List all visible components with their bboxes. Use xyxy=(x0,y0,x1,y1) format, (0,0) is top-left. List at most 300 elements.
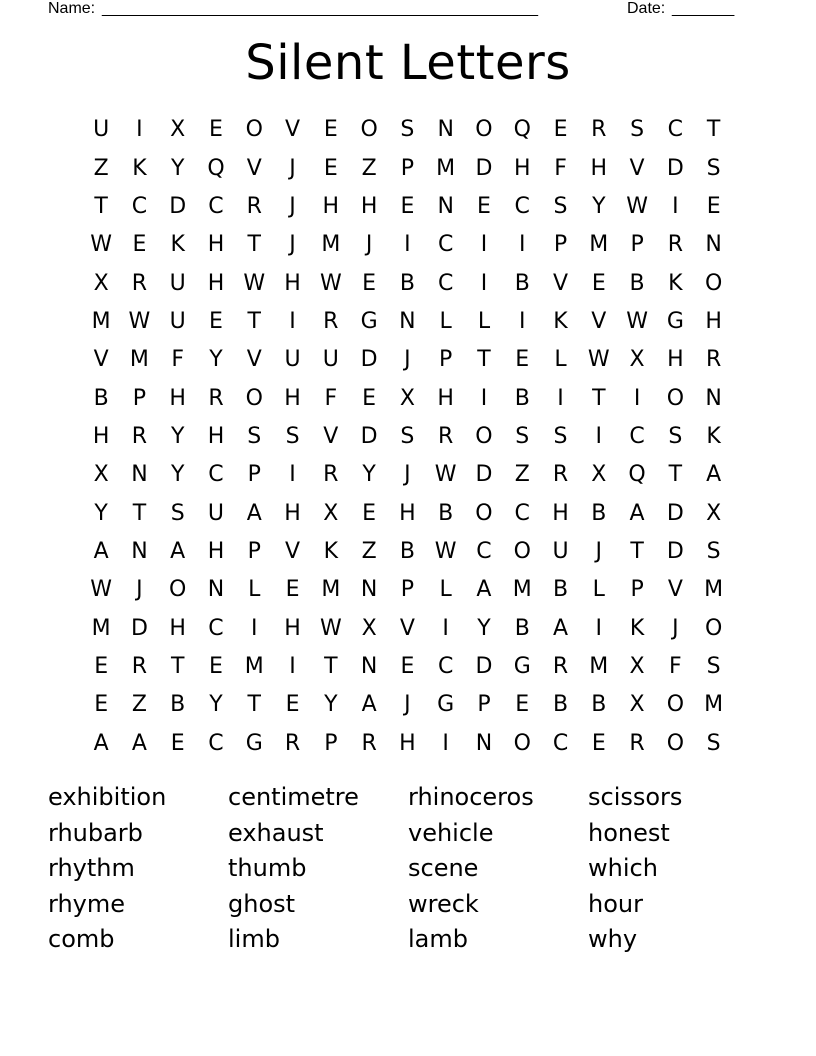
grid-letter[interactable]: K xyxy=(170,232,185,258)
grid-letter[interactable]: I xyxy=(404,232,411,258)
grid-letter[interactable]: E xyxy=(515,347,530,373)
grid-letter[interactable]: E xyxy=(132,232,147,258)
grid-letter[interactable]: X xyxy=(591,462,607,488)
grid-letter[interactable]: Y xyxy=(209,347,223,373)
grid-letter[interactable]: O xyxy=(666,385,685,411)
grid-letter[interactable]: E xyxy=(285,577,300,603)
grid-letter[interactable]: L xyxy=(477,308,491,334)
grid-letter[interactable]: A xyxy=(131,730,147,756)
date-field[interactable]: _______ xyxy=(672,0,735,17)
grid-letter[interactable]: I xyxy=(289,653,296,679)
grid-letter[interactable]: X xyxy=(629,347,645,373)
grid-letter[interactable]: O xyxy=(513,538,531,564)
grid-letter[interactable]: H xyxy=(284,270,301,296)
grid-letter[interactable]: V xyxy=(246,347,262,373)
grid-letter[interactable]: A xyxy=(706,462,722,488)
grid-letter[interactable]: J xyxy=(289,155,296,181)
grid-letter[interactable]: X xyxy=(361,615,377,641)
grid-letter[interactable]: W xyxy=(128,308,151,334)
grid-letter[interactable]: A xyxy=(170,538,186,564)
grid-letter[interactable]: X xyxy=(629,653,645,679)
grid-letter[interactable]: V xyxy=(246,155,262,181)
grid-letter[interactable]: J xyxy=(595,538,603,564)
grid-letter[interactable]: G xyxy=(245,730,263,756)
grid-letter[interactable]: O xyxy=(475,117,493,143)
grid-letter[interactable]: H xyxy=(169,615,186,641)
grid-letter[interactable]: S xyxy=(515,423,530,449)
grid-letter[interactable]: A xyxy=(629,500,645,526)
grid-letter[interactable]: O xyxy=(704,615,723,641)
grid-letter[interactable]: X xyxy=(93,270,109,296)
grid-letter[interactable]: U xyxy=(552,538,569,564)
grid-letter[interactable]: O xyxy=(666,730,685,756)
grid-letter[interactable]: P xyxy=(477,692,491,718)
grid-letter[interactable]: O xyxy=(245,117,263,143)
grid-letter[interactable]: M xyxy=(129,347,149,373)
grid-letter[interactable]: E xyxy=(362,500,377,526)
grid-letter[interactable]: Y xyxy=(592,193,606,219)
grid-letter[interactable]: C xyxy=(437,270,454,296)
grid-letter[interactable]: C xyxy=(437,653,454,679)
grid-letter[interactable]: E xyxy=(94,692,109,718)
grid-letter[interactable]: X xyxy=(93,462,109,488)
grid-letter[interactable]: Y xyxy=(477,615,491,641)
grid-letter[interactable]: S xyxy=(706,538,721,564)
grid-letter[interactable]: R xyxy=(131,270,148,296)
grid-letter[interactable]: N xyxy=(360,653,378,679)
grid-letter[interactable]: K xyxy=(668,270,683,296)
grid-row xyxy=(82,609,733,647)
grid-letter[interactable]: C xyxy=(514,500,530,526)
word-list-item: which xyxy=(588,854,658,882)
grid-letter[interactable]: B xyxy=(629,270,645,296)
grid-letter[interactable]: E xyxy=(400,653,415,679)
grid-letter[interactable]: H xyxy=(207,423,225,449)
grid-letter[interactable]: D xyxy=(666,155,684,181)
grid-letter[interactable]: E xyxy=(477,193,491,219)
grid-letter[interactable]: I xyxy=(672,193,679,219)
grid-letter[interactable]: L xyxy=(439,308,452,334)
grid-letter[interactable]: B xyxy=(591,692,607,718)
grid-letter[interactable]: A xyxy=(93,538,109,564)
grid-letter[interactable]: G xyxy=(360,308,378,334)
grid-letter[interactable]: O xyxy=(169,577,187,603)
grid-letter[interactable]: H xyxy=(92,423,110,449)
grid-letter[interactable]: O xyxy=(666,692,685,718)
grid-letter[interactable]: I xyxy=(136,117,143,143)
grid-letter[interactable]: C xyxy=(131,193,148,219)
grid-letter[interactable]: I xyxy=(480,270,488,296)
grid-letter[interactable]: A xyxy=(476,577,492,603)
grid-row xyxy=(82,379,733,417)
grid-letter[interactable]: S xyxy=(170,500,185,526)
grid-letter[interactable]: H xyxy=(437,385,454,411)
grid-letter[interactable]: T xyxy=(668,462,683,488)
grid-letter[interactable]: U xyxy=(93,117,110,143)
grid-letter[interactable]: N xyxy=(705,232,722,258)
grid-letter[interactable]: I xyxy=(518,232,526,258)
grid-letter[interactable]: H xyxy=(667,347,684,373)
grid-letter[interactable]: A xyxy=(93,730,109,756)
grid-letter[interactable]: I xyxy=(557,385,564,411)
word-list-item: honest xyxy=(588,818,670,847)
grid-letter[interactable]: H xyxy=(322,193,340,219)
grid-letter[interactable]: E xyxy=(323,155,338,181)
grid-letter[interactable]: C xyxy=(208,462,224,488)
grid-letter[interactable]: E xyxy=(209,117,223,143)
grid-letter[interactable]: C xyxy=(514,193,530,219)
grid-letter[interactable]: C xyxy=(208,615,224,641)
grid-letter[interactable]: G xyxy=(437,692,455,718)
grid-letter[interactable]: H xyxy=(207,270,225,296)
grid-letter[interactable]: O xyxy=(360,117,378,143)
grid-letter[interactable]: E xyxy=(362,385,377,411)
grid-letter[interactable]: I xyxy=(595,423,603,449)
grid-letter[interactable]: X xyxy=(629,692,645,718)
grid-letter[interactable]: Z xyxy=(361,155,377,181)
grid-letter[interactable]: T xyxy=(247,232,261,258)
grid-letter[interactable]: V xyxy=(667,577,683,603)
grid-letter[interactable]: H xyxy=(207,538,225,564)
grid-letter[interactable]: D xyxy=(666,538,684,564)
grid-letter[interactable]: N xyxy=(207,577,225,603)
grid-letter[interactable]: W xyxy=(90,577,113,603)
grid-letter[interactable]: A xyxy=(552,615,569,641)
grid-letter[interactable]: R xyxy=(246,193,262,219)
grid-letter[interactable]: H xyxy=(169,385,186,411)
grid-letter[interactable]: V xyxy=(285,117,301,143)
grid-letter[interactable]: B xyxy=(591,500,607,526)
grid-letter[interactable]: Y xyxy=(170,155,185,181)
grid-letter[interactable]: E xyxy=(170,730,185,756)
grid-letter[interactable]: W xyxy=(90,232,113,258)
grid-letter[interactable]: N xyxy=(131,538,148,564)
grid-letter[interactable]: N xyxy=(399,308,416,334)
grid-letter[interactable]: E xyxy=(362,270,377,296)
grid-letter[interactable]: W xyxy=(626,308,648,334)
grid-letter[interactable]: E xyxy=(209,653,223,679)
grid-letter[interactable]: V xyxy=(591,308,607,334)
grid-letter[interactable]: P xyxy=(247,538,261,564)
grid-letter[interactable]: P xyxy=(439,347,453,373)
grid-letter[interactable]: D xyxy=(475,462,493,488)
grid-letter[interactable]: Z xyxy=(93,155,109,181)
grid-letter[interactable]: M xyxy=(589,232,609,258)
grid-letter[interactable]: H xyxy=(399,730,416,756)
grid-letter[interactable]: M xyxy=(512,577,532,603)
grid-letter[interactable]: S xyxy=(630,117,645,143)
grid-letter[interactable]: U xyxy=(322,347,339,373)
grid-letter[interactable]: F xyxy=(171,347,185,373)
grid-letter[interactable]: H xyxy=(705,308,722,334)
grid-letter[interactable]: D xyxy=(130,615,148,641)
grid-letter[interactable]: S xyxy=(706,730,721,756)
grid-letter[interactable]: W xyxy=(434,538,457,564)
grid-letter[interactable]: B xyxy=(399,538,415,564)
name-field[interactable]: _________________________________________________ xyxy=(102,0,539,17)
grid-letter[interactable]: L xyxy=(248,577,261,603)
word-list-item: scene xyxy=(408,854,479,882)
grid-letter[interactable]: B xyxy=(552,577,569,603)
grid-letter[interactable]: I xyxy=(442,615,449,641)
grid-letter[interactable]: H xyxy=(284,500,301,526)
grid-letter[interactable]: Y xyxy=(209,692,223,718)
grid-letter[interactable]: D xyxy=(360,423,378,449)
grid-row xyxy=(82,264,733,302)
grid-letter[interactable]: R xyxy=(591,117,607,143)
grid-letter[interactable]: A xyxy=(361,692,377,718)
grid-letter[interactable]: D xyxy=(475,155,493,181)
grid-letter[interactable]: U xyxy=(284,347,301,373)
grid-letter[interactable]: X xyxy=(323,500,339,526)
grid-letter[interactable]: U xyxy=(169,308,186,334)
grid-letter[interactable]: P xyxy=(324,730,338,756)
grid-letter[interactable]: D xyxy=(169,193,187,219)
grid-letter[interactable]: S xyxy=(400,423,415,449)
grid-letter[interactable]: Y xyxy=(94,500,108,526)
grid-letter[interactable]: Q xyxy=(628,462,646,488)
grid-letter[interactable]: F xyxy=(554,155,567,181)
grid-letter[interactable]: H xyxy=(207,232,225,258)
grid-letter[interactable]: M xyxy=(91,615,111,641)
grid-letter[interactable]: V xyxy=(323,423,339,449)
grid-letter[interactable]: J xyxy=(136,577,143,603)
grid-letter[interactable]: O xyxy=(704,270,723,296)
grid-letter[interactable]: O xyxy=(245,385,263,411)
grid-letter[interactable]: R xyxy=(667,232,683,258)
grid-letter[interactable]: Z xyxy=(514,462,530,488)
grid-letter[interactable]: P xyxy=(132,385,147,411)
grid-letter[interactable]: K xyxy=(629,615,645,641)
grid-letter[interactable]: R xyxy=(284,730,301,756)
grid-letter[interactable]: K xyxy=(323,538,339,564)
grid-letter[interactable]: H xyxy=(399,500,416,526)
grid-letter[interactable]: T xyxy=(630,538,644,564)
page-title: Silent Letters xyxy=(245,35,571,91)
grid-letter[interactable]: T xyxy=(170,653,185,679)
grid-letter[interactable]: T xyxy=(247,692,261,718)
grid-letter[interactable]: N xyxy=(437,193,454,219)
grid-letter[interactable]: T xyxy=(477,347,491,373)
grid-letter[interactable]: S xyxy=(553,193,568,219)
grid-letter[interactable]: F xyxy=(324,385,338,411)
grid-letter[interactable]: X xyxy=(170,117,186,143)
grid-letter[interactable]: S xyxy=(400,117,415,143)
grid-letter[interactable]: E xyxy=(553,117,568,143)
grid-letter[interactable]: M xyxy=(244,653,264,679)
grid-letter[interactable]: I xyxy=(633,385,641,411)
grid-letter[interactable]: K xyxy=(553,308,568,334)
grid-letter[interactable]: J xyxy=(672,615,679,641)
grid-letter[interactable]: R xyxy=(552,462,569,488)
grid-letter[interactable]: Q xyxy=(207,155,225,181)
grid-letter[interactable]: S xyxy=(668,423,683,449)
grid-letter[interactable]: L xyxy=(554,347,567,373)
grid-letter[interactable]: B xyxy=(552,692,569,718)
grid-letter[interactable]: P xyxy=(400,577,415,603)
grid-letter[interactable]: B xyxy=(399,270,415,296)
grid-letter[interactable]: M xyxy=(704,577,724,603)
grid-letter[interactable]: J xyxy=(404,692,411,718)
grid-letter[interactable]: J xyxy=(365,232,373,258)
grid-letter[interactable]: S xyxy=(706,155,721,181)
grid-letter[interactable]: R xyxy=(438,423,454,449)
grid-letter[interactable]: V xyxy=(285,538,301,564)
grid-letter[interactable]: C xyxy=(476,538,492,564)
grid-letter[interactable]: V xyxy=(552,270,569,296)
grid-letter[interactable]: T xyxy=(324,653,338,679)
grid-letter[interactable]: B xyxy=(514,385,530,411)
grid-letter[interactable]: W xyxy=(434,462,457,488)
grid-letter[interactable]: B xyxy=(93,385,109,411)
grid-letter[interactable]: M xyxy=(91,308,111,334)
grid-letter[interactable]: I xyxy=(595,615,603,641)
grid-letter[interactable]: I xyxy=(289,462,296,488)
grid-letter[interactable]: W xyxy=(626,193,648,219)
grid-letter[interactable]: N xyxy=(475,730,493,756)
grid-letter[interactable]: H xyxy=(284,615,301,641)
word-list-item: lamb xyxy=(408,925,468,953)
grid-letter[interactable]: G xyxy=(513,653,531,679)
grid-letter[interactable]: R xyxy=(629,730,645,756)
grid-letter[interactable]: R xyxy=(323,462,339,488)
grid-letter[interactable]: G xyxy=(666,308,684,334)
grid-letter[interactable]: O xyxy=(475,423,493,449)
grid-letter[interactable]: R xyxy=(208,385,224,411)
grid-letter[interactable]: H xyxy=(284,385,301,411)
grid-letter[interactable]: T xyxy=(94,193,108,219)
grid-letter[interactable]: V xyxy=(399,615,415,641)
grid-letter[interactable]: P xyxy=(553,232,568,258)
grid-letter[interactable]: C xyxy=(552,730,569,756)
grid-letter[interactable]: U xyxy=(207,500,225,526)
grid-letter[interactable]: J xyxy=(404,462,411,488)
grid-letter[interactable]: N xyxy=(705,385,722,411)
grid-letter[interactable]: W xyxy=(587,347,610,373)
grid-letter[interactable]: R xyxy=(131,423,148,449)
grid-letter[interactable]: H xyxy=(590,155,608,181)
grid-letter[interactable]: S xyxy=(285,423,300,449)
grid-letter[interactable]: E xyxy=(94,653,109,679)
grid-letter[interactable]: X xyxy=(399,385,415,411)
grid-letter[interactable]: T xyxy=(247,308,261,334)
grid-letter[interactable]: I xyxy=(289,308,296,334)
grid-letter[interactable]: S xyxy=(553,423,568,449)
grid-letter[interactable]: B xyxy=(170,692,186,718)
grid-letter[interactable]: N xyxy=(437,117,454,143)
grid-letter[interactable]: D xyxy=(360,347,378,373)
grid-letter[interactable]: E xyxy=(591,730,606,756)
grid-letter[interactable]: P xyxy=(630,232,644,258)
grid-letter[interactable]: C xyxy=(208,193,224,219)
grid-letter[interactable]: I xyxy=(480,385,488,411)
grid-letter[interactable]: D xyxy=(475,653,493,679)
grid-letter[interactable]: I xyxy=(442,730,449,756)
grid-letter[interactable]: M xyxy=(321,232,341,258)
grid-letter[interactable]: C xyxy=(437,232,454,258)
grid-letter[interactable]: Z xyxy=(361,538,377,564)
grid-letter[interactable]: K xyxy=(706,423,721,449)
grid-letter[interactable]: I xyxy=(480,232,488,258)
grid-letter[interactable]: M xyxy=(436,155,456,181)
grid-letter[interactable]: Y xyxy=(170,423,185,449)
grid-letter[interactable]: K xyxy=(132,155,147,181)
grid-letter[interactable]: H xyxy=(513,155,531,181)
grid-letter[interactable]: J xyxy=(404,347,411,373)
grid-letter[interactable]: E xyxy=(591,270,606,296)
grid-letter[interactable]: H xyxy=(360,193,378,219)
grid-letter[interactable]: J xyxy=(289,193,296,219)
grid-letter[interactable]: V xyxy=(93,347,109,373)
grid-letter[interactable]: Y xyxy=(324,692,338,718)
grid-letter[interactable]: I xyxy=(251,615,258,641)
grid-letter[interactable]: E xyxy=(209,308,223,334)
grid-letter[interactable]: U xyxy=(169,270,186,296)
grid-letter[interactable]: B xyxy=(438,500,454,526)
grid-letter[interactable]: Y xyxy=(362,462,376,488)
grid-letter[interactable]: R xyxy=(361,730,377,756)
grid-letter[interactable]: L xyxy=(592,577,605,603)
grid-letter[interactable]: C xyxy=(629,423,645,449)
grid-letter[interactable]: M xyxy=(704,692,724,718)
grid-letter[interactable]: W xyxy=(319,270,342,296)
grid-letter[interactable]: P xyxy=(630,577,644,603)
grid-letter[interactable]: E xyxy=(515,692,530,718)
grid-letter[interactable]: R xyxy=(131,653,148,679)
grid-letter[interactable]: E xyxy=(285,692,300,718)
grid-letter[interactable]: T xyxy=(132,500,147,526)
grid-letter[interactable]: B xyxy=(514,615,530,641)
grid-letter[interactable]: I xyxy=(518,308,526,334)
grid-letter[interactable]: T xyxy=(592,385,606,411)
grid-letter[interactable]: T xyxy=(706,117,721,143)
grid-letter[interactable]: P xyxy=(247,462,261,488)
grid-letter[interactable]: H xyxy=(552,500,569,526)
grid-letter[interactable]: B xyxy=(514,270,530,296)
grid-letter[interactable]: R xyxy=(323,308,339,334)
grid-letter[interactable]: Z xyxy=(131,692,147,718)
grid-letter[interactable]: J xyxy=(289,232,296,258)
grid-letter[interactable]: C xyxy=(208,730,224,756)
grid-letter[interactable]: Q xyxy=(513,117,531,143)
grid-letter[interactable]: W xyxy=(243,270,266,296)
grid-letter[interactable]: R xyxy=(705,347,722,373)
grid-letter[interactable]: N xyxy=(131,462,148,488)
grid-letter[interactable]: A xyxy=(246,500,262,526)
grid-letter[interactable]: N xyxy=(360,577,378,603)
grid-letter[interactable]: R xyxy=(552,653,569,679)
grid-letter[interactable]: S xyxy=(247,423,262,449)
grid-letter[interactable]: E xyxy=(706,193,721,219)
grid-letter[interactable]: W xyxy=(319,615,342,641)
grid-letter[interactable]: V xyxy=(629,155,645,181)
grid-letter[interactable]: M xyxy=(589,653,609,679)
grid-letter[interactable]: X xyxy=(706,500,722,526)
grid-letter[interactable]: Y xyxy=(170,462,185,488)
grid-letter[interactable]: P xyxy=(400,155,415,181)
grid-row xyxy=(82,111,733,149)
grid-letter[interactable]: E xyxy=(323,117,338,143)
grid-letter[interactable]: M xyxy=(321,577,341,603)
grid-letter[interactable]: O xyxy=(513,730,531,756)
grid-letter[interactable]: L xyxy=(439,577,452,603)
grid-letter[interactable]: O xyxy=(475,500,493,526)
grid-letter[interactable]: S xyxy=(706,653,721,679)
grid-letter[interactable]: E xyxy=(400,193,415,219)
grid-letter[interactable]: D xyxy=(666,500,684,526)
grid-letter[interactable]: C xyxy=(667,117,684,143)
grid-letter[interactable]: F xyxy=(669,653,682,679)
